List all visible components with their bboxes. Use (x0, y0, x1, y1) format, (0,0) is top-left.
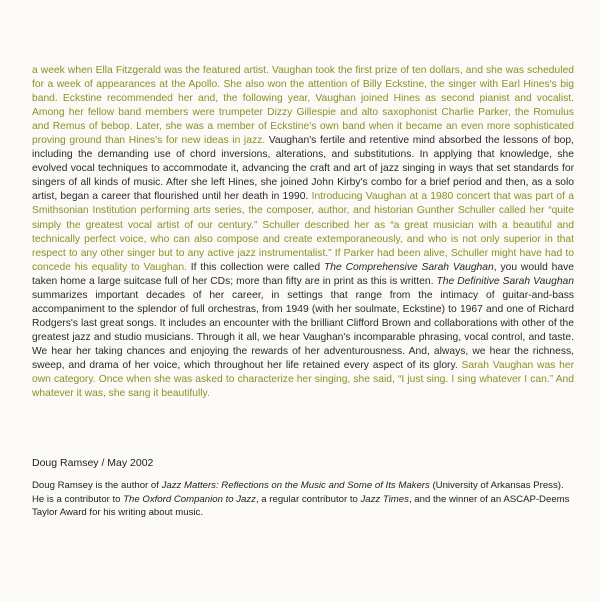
bio-book-title: Jazz Matters: Reflections on the Music and Some of Its Makers (161, 480, 430, 491)
bio-jazz-times: Jazz Times (360, 493, 409, 505)
bio-text-2: (University of Arkansas Press). He is a contributor to (32, 480, 564, 505)
essay-highlight-schuller: Introducing Vaughan at a 1980 concert that was part of a Smithsonian Institution performing arts series, the composer, author, and historian Gunther Schuller called her “quite simply the greatest vocal artist of our century.” Schuller described her as “a great musician with a beautiful and technically perfect voice, who can also compose and create extemporaneously, and who is not only superior in that respect to any other singer but to any active jazz instrumentalist.” If Parker had been alive, Schuller might have had to concede his equality to Vaughan. (32, 191, 574, 273)
title-comprehensive: The Comprehensive Sarah Vaughan (323, 261, 494, 273)
essay-collection-text-c: summarizes important decades of her career, in settings that range from the intimacy of guitar-and-bass accompaniment to the splendor of full orchestras, from 1949 (with her soulmate, Eckstine) to 1967 and one of Richard Rodgers's last great songs. It includes an encounter with the brilliant Clifford Brown and collaborations with other of the greatest jazz and studio musicians. Through it all, we hear Vaughan's incomparable phrasing, vocal control, and taste. We hear her taking chances and enjoying the rewards of her adventurousness. And, always, we hear the richness, sweep, and drama of her voice, which throughout her life retained every aspect of its glory. (32, 289, 574, 371)
bio-text-4: , and the winner of an ASCAP-Deems Taylor Award for his writing about music. (32, 493, 570, 519)
author-bio (32, 479, 574, 520)
essay-highlight-closing: Sarah Vaughan was her own category. Once when she was asked to characterize her singing, she said, “I just sing. I sing whatever I can.” And whatever it was, she sang it beautifully. (32, 359, 574, 400)
essay-bop-techniques: Vaughan's fertile and retentive mind absorbed the lessons of bop, including the demanding use of chord inversions, alterations, and substitutions. In applying that knowledge, she evolved vocal techniques to accommodate it, advancing the craft and art of jazz singing in ways that set standards for singers of all kinds of music. After she left Hines, she joined John Kirby's combo for a brief period and then, as a solo artist, began a career that flourished until her death in 1990. (32, 135, 574, 203)
bio-text-1: Doug Ramsey is the author of (32, 480, 162, 491)
bio-oxford-companion: The Oxford Companion to Jazz (123, 493, 256, 505)
title-definitive: The Definitive Sarah Vaughan (436, 275, 575, 287)
author-signature: Doug Ramsey / May 2002 (32, 457, 154, 469)
essay-body (32, 64, 574, 401)
essay-highlight-apollo: a week when Ella Fitzgerald was the featured artist. Vaughan took the first prize of ten dollars, and she was scheduled for a week of appearances at the Apollo. She also won the attention of Billy Eckstine, the singer with Earl Hines's big band. Eckstine recommended her and, the following year, Vaughan joined Hines as second pianist and vocalist. Among her fellow band members were trumpeter Dizzy Gillespie and alto saxophonist Charlie Parker, the Romulus and Remus of bebop. Later, she was a member of Eckstine's own band when it became an even more sophisticated proving ground than Hines's for new ideas in jazz. (32, 65, 574, 147)
bio-text-3: , a regular contributor to (255, 493, 361, 505)
essay-collection-text-a: If this collection were called (186, 261, 324, 273)
essay-collection-text-b: , you would have taken home a large suitcase full of her CDs; more than fifty are in print as this is written. (32, 261, 574, 287)
